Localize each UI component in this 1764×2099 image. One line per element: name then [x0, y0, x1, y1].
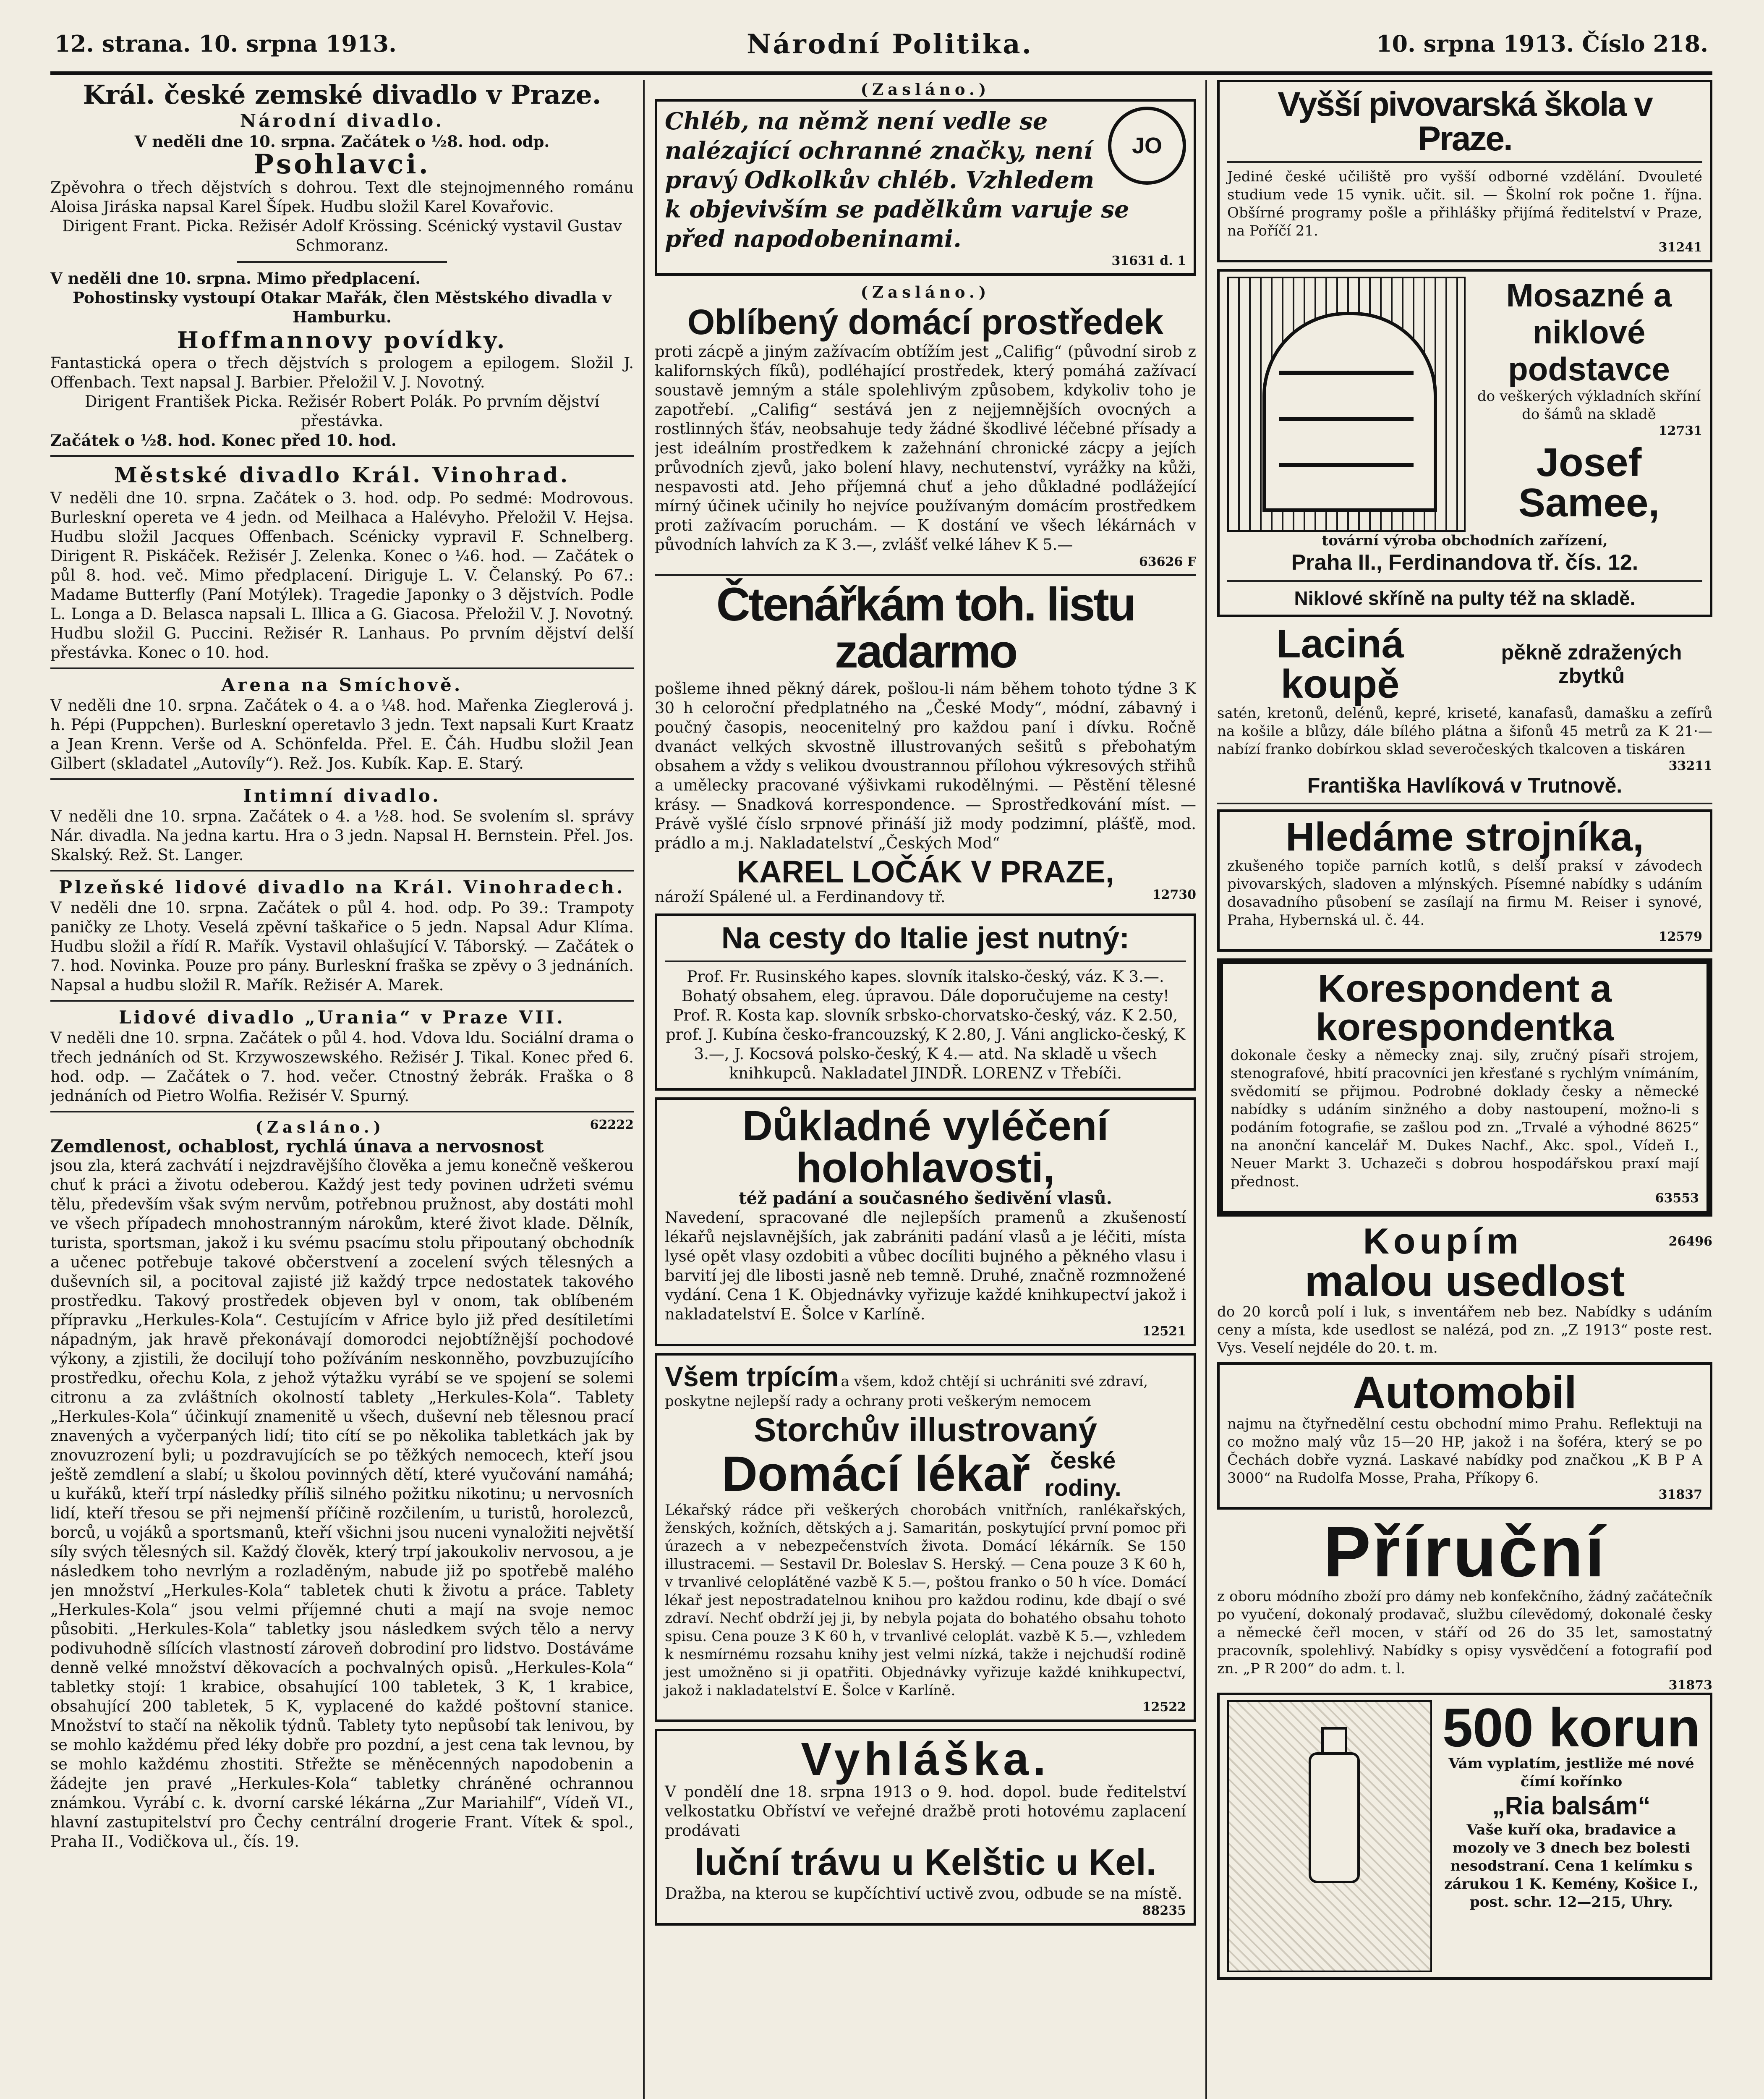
koupe-firm: Františka Havlíková v Trutnově.	[1307, 774, 1623, 797]
column-divider-2	[1205, 80, 1207, 2099]
intimni-title: Intimní divadlo.	[243, 785, 441, 806]
lekar-lead: Všem trpícím	[665, 1361, 839, 1392]
t2-date: V neděli dne 10. srpna. Mimo předplacení.	[50, 269, 421, 288]
vylec-title-2: holohlavosti,	[796, 1144, 1055, 1191]
locak-code: 12730	[1152, 887, 1196, 902]
korespondent-ad	[1217, 958, 1712, 1217]
arena-text: V neděli dne 10. srpna. Začátek o 4. a o ¼8. hod. Mařenka Zieglerová j. h. Pépi (Puppchen). Burleskní operetavlo 3 jedn. Text napsali Kurt Kraatz a Jean Krenn. Verše od A. Schönfelda. Přel. E. Čáh. Hudbu složil Jean Gilbert (skladatel „Autovíly“). Rež. Jos. Kubík. Kap. E. Starý.	[50, 696, 634, 772]
zasl-label: (Zasláno.)	[255, 1118, 385, 1136]
koupim-heading	[1217, 1223, 1712, 1259]
newspaper-page	[50, 25, 1712, 2099]
vylec-title-3: též padání a současného šedivění vlasů.	[739, 1188, 1112, 1208]
theatre-sub-narodni: Národní divadlo.	[240, 110, 444, 131]
t2-time: Začátek o ½8. hod. Konec před 10. hod.	[50, 431, 397, 450]
prirucni-code: 31873	[1668, 1678, 1712, 1693]
vyhlaska-ad	[655, 1729, 1196, 1926]
koupim-text: do 20 korců polí i luk, s inventářem neb bez. Nabídky s udáním ceny a místa, kde usedlost se nalézá, pod zn. „Z 1913“ poste rest. Vys. Veselí nejdéle do 20. t. m.	[1217, 1303, 1712, 1356]
t3-text: V neděli dne 10. srpna. Začátek o 3. hod. odp. Po sedmé: Modrovous. Burleskní opereta ve 4 jedn. od Meilhaca a Halévyho. Přeložil V. Hejsa. Hudbu složil Jacques Offenbach. Scénicky vypravil F. Schnelberg. Dirigent R. Piskáček. Režisér J. Zelenka. Konec o ¼6. hod. — Začátek o půl 8. hod. več. Mimo předplacení. Diriguje L. V. Čelanský. Po 67.: Madame Butterfly (Paní Motýlek). Tragedie Japonky o 3 dějstvích. Podle L. Longa a D. Belasca napsali L. Illica a G. Giacosa. Přeložil V. J. Novotný. Hudbu složil G. Puccini. Režisér R. Lanhaus. Po prvním dějství delší přestávka. Konec o 10. hod.	[50, 489, 634, 662]
page-header	[50, 25, 1712, 75]
t1-desc: Zpěvohra o třech dějstvích s dohrou. Text dle stejnojmenného románu Aloisa Jiráska napsal Karel Šípek. Hudbu složil Karel Kovařovic.	[50, 178, 634, 216]
lekar-ad	[655, 1353, 1196, 1722]
odkolek-code: 31631 d. 1	[1111, 254, 1186, 268]
pivovar-title: Vyšší pivovarská škola v Praze.	[1278, 85, 1652, 158]
odkolek-trademark-icon: JO	[1108, 107, 1186, 185]
koupe-code: 33211	[1668, 759, 1712, 773]
locak-name: KAREL LOČÁK V PRAZE,	[737, 854, 1114, 889]
strojnik-code: 12579	[1658, 929, 1702, 944]
column-theatre	[50, 80, 634, 2099]
t1-play: Psohlavci.	[253, 149, 431, 180]
koupim-title: Koupím	[1363, 1221, 1523, 1261]
divider	[50, 1111, 634, 1112]
divider	[1217, 803, 1712, 804]
divider	[655, 574, 1196, 576]
ctenar-text: pošleme ihned pěkný dárek, pošlou-li nám během tohoto týdne 3 K 30 h celoroční předplatného na „České Mody“, módní, zábavný i poučný časopis, neocenitelný pro každou paní i dívku. Ročně dvanáct velkých skvostně illustrovaných sešitů s přebohatým obsahem a vždy s velikou dvoustrannou přílohou výkresových střihů a umělecky pracované výšivkami rukodělnými. — Pěstění tělesné krásy. — Snadková korrespondence. — Sprostředkování míst. — Právě vyšlé číslo srpnové přináší již mody podzimní, plášťě, mod. prádlo a m.j. Nakladatelství „Českých Mod“	[655, 680, 1196, 852]
samee-code: 12731	[1658, 424, 1702, 438]
automobil-title: Automobil	[1353, 1367, 1577, 1418]
locak-row	[655, 887, 1196, 907]
korespondent-title-2: korespondentka	[1315, 1006, 1614, 1049]
t2-guest: Pohostinsky vystoupí Otakar Mařák, člen Městského divadla v Hamburku.	[73, 288, 612, 326]
korespondent-title-1: Korespondent a	[1317, 967, 1612, 1010]
zasl-label-1: (Zasláno.)	[860, 80, 990, 99]
column-divider-1	[643, 80, 645, 2099]
t2-desc: Fantastická opera o třech dějstvích s prologem a epilogem. Složil J. Offenbach. Text napsal J. Barbier. Přeložil V. J. Novotný.	[50, 354, 634, 391]
column-middle	[655, 80, 1196, 2099]
ria-balsam-ad	[1217, 1693, 1712, 1980]
t2-credits: Dirigent František Picka. Režisér Robert Polák. Po prvním dějství přestávka.	[84, 393, 600, 430]
califig-text: proti zácpě a jiným zažívacím obtížím jest „Califig“ (původní sirob z kalifornských fíků), podléhající prostředek, který pomáhá zažívací soustavě jemným a stále spolehlivým způsobem, kdykoliv toho je zapotřebí. „Califig“ sestává jen z nejjemnějších ovocných a rostlinných šťáv, neobsahuje tedy žádné škodlivé léčebné přísady a jest ideálním prostředkem k zažehnání chronické zácpy a jejích průvodních zjevů, jako bolení hlavy, nechutenství, vyrážky na kůži, nespavosti atd. Jeho příjemná chuť a jeho důkladné podlážející mírný účinek učinily ho nejvíce používaným domácím prostředkem proti zažívacím poruchám. — K dostání ve všech lékárnách v původních lahvích za K 3.—, zvlášť velké láhev K 5.—	[655, 343, 1196, 554]
koupe-sub: pěkně zdražených zbytků	[1501, 641, 1682, 688]
pivovar-code: 31241	[1658, 240, 1702, 255]
strojnik-ad	[1217, 809, 1712, 952]
koupe-heading	[1217, 621, 1712, 707]
lekar-lead-2: a všem, kdož chtějí si uchrániti své zdraví, poskytne nejlepší rady a ochrany proti veškerým nemocem	[665, 1373, 1148, 1410]
koupe-text: satén, kretonů, delénů, kepré, kriseté, kanafasů, damašku a zefírů na košile a blůzy, dále bílého plátna a šifonů 45 metrů za K 21·— nabízí franko dobírkou sklad severočeských tkalcoven a tiskáren	[1217, 705, 1712, 758]
odkolek-text: Chléb, na němž není vedle se nalézající ochranné značky, není pravý Odkolkův chléb. Vzhledem k objevivším se padělkům varuje se před napodobeninami.	[665, 107, 1129, 253]
samee-name: Josef Samee,	[1518, 440, 1660, 525]
bottle-icon	[1309, 1752, 1360, 1883]
italie-title: Na cesty do Italie jest nutný:	[721, 921, 1130, 955]
korespondent-code: 63553	[1655, 1191, 1699, 1206]
divider	[50, 1000, 634, 1002]
t1-credits: Dirigent Frant. Picka. Režisér Adolf Krössing. Scénický vystavil Gustav Schmoranz.	[62, 217, 622, 254]
vyhlaska-text-1: V pondělí dne 18. srpna 1913 o 9. hod. dopol. bude ředitelství velkostatku Obříství ve veřejné dražbě proti hotovému zaplacení prodávati	[665, 1783, 1186, 1840]
pivovar-ad	[1217, 80, 1712, 262]
korespondent-text: dokonale česky a německy znaj. sily, zručný písaři strojem, stenografové, hbití pracovníci jen křesťané s rychlým vnímáním, svědomití se přijmou. Podrobné doklady česky a německé nabídky s udáním sinžného a doby nastoupení, možno-li s podáním fotografie, se zašlou pod zn. „Trvalé a výhodné 8625“ na anonční kancelář M. Dukes Nachf., Akc. spol., Vídeň I., Neuer Markt 3. Uchazeči s dobrou hospodářskou praxí mají přednost.	[1231, 1047, 1699, 1190]
plzen-title: Plzeňské lidové divadlo na Král. Vinohradech.	[59, 877, 625, 898]
automobil-text: najmu na čtyřnedělní cestu obchodní mimo Prahu. Reflektuji na co možno malý vůz 15—20 HP, jakož i na šoféra, který se po Čechách dobře vyzná. Laskavé nabídky pod značkou „K B P A 3000“ na Rudolfa Mosse, Praha, Příkopy 6.	[1227, 1416, 1702, 1487]
t2-play: Hoffmannovy povídky.	[177, 327, 507, 353]
herkules-lead: Zemdlenost, ochablost, rychlá únava a nervosnost	[50, 1136, 544, 1157]
automobil-code: 31837	[1658, 1487, 1702, 1502]
intimni-text: V neděli dne 10. srpna. Začátek o 4. a ½8. hod. Se svolením sl. správy Nár. divadla. Na jedna kartu. Hra o 3 jedn. Napsal H. Bernstein. Přel. Jos. Skalský. Rež. St. Langer.	[50, 807, 634, 864]
plzen-text: V neděli dne 10. srpna. Začátek o půl 4. hod. odp. Po 39.: Trampoty paničky ze Lhoty. Veselá zpěvní taškařice o 5 jedn. Napsal Adur Klíma. Hudbu složil a řídí R. Mařík. Vystavil ohlašující V. Táborský. — Začátek o 7. hod. Novinka. Pouze pro pány. Burleskní fraška se zpěvy o 3 jednáních. Napsal a hudbu složil R. Mařík. Režisér A. Marek.	[50, 899, 634, 994]
samee-sub: do veškerých výkladních skříní do šámů na skladě	[1477, 388, 1701, 423]
urania-title: Lidové divadlo „Urania“ v Praze VII.	[119, 1007, 565, 1028]
divider	[665, 961, 1186, 962]
theatre-title-vinohrady: Městské divadlo Král. Vinohrad.	[114, 463, 570, 487]
automobil-ad	[1217, 1362, 1712, 1510]
samee-ad	[1217, 269, 1712, 617]
locak-address: nároží Spálené ul. a Ferdinandovy tř.	[655, 888, 946, 906]
lekar-title-3: české rodiny.	[1045, 1447, 1121, 1501]
koupe-title: Laciná koupě	[1276, 621, 1404, 707]
vylec-text: Navedení, spracované dle nejlepších pramenů a zkušeností lékařů nejslavnějších, jak zabrániti padání vlasů a je léčiti, místa lysé opět vlasy ozdobiti a vůbec docíliti bujného a pěkného vlasu i barvití jej dle libosti jasně neb temně. Druhé, značně rozmnožené vydání. Cena 1 K. Objednávky vyřizuje každé knihkupectví jakož i nakladatelství E. Šolce v Karlíně.	[665, 1209, 1186, 1323]
pivovar-text: Jediné české učiliště pro vyšší odborné vzdělání. Dvouleté studium vede 15 vynik. učit. sil. — Školní rok počne 1. října. Obšírné programy pošle a přihlášky přijímá ředitelství v Praze, na Poříčí 21.	[1227, 168, 1702, 239]
ctenar-title: Čtenářkám toh. listu zadarmo	[716, 578, 1135, 678]
theatre-title-zemske: Král. české zemské divadlo v Praze.	[83, 80, 601, 110]
strojnik-title: Hledáme strojníka,	[1286, 814, 1644, 859]
samee-desc: tovární výroba obchodních zařízení,	[1322, 532, 1608, 549]
italie-text: Prof. Fr. Rusinského kapes. slovník italsko-český, váz. K 3.—. Bohatý obsahem, eleg. úpravou. Dále doporučujeme na cesty! Prof. R. Kosta kap. slovník srbsko-chorvatsko-český, váz. K 2.50, prof. J. Kubína česko-francouzský, K 2.80, J. Váni anglicko-český, K 3.—, J. Kocsová polsko-český, K 4.— atd. Na skladě u všech knihkupců. Nakladatel JINDŘ. LORENZ v Třebíči.	[665, 968, 1186, 1082]
lekar-code: 12522	[1142, 1700, 1186, 1714]
samee-address: Praha II., Ferdinandova tř. čís. 12.	[1291, 550, 1639, 575]
vylec-code: 12521	[1142, 1324, 1186, 1339]
korun-brand: „Ria balsám“	[1492, 1792, 1651, 1820]
vyhlaska-code: 88235	[1142, 1903, 1186, 1918]
herkules-text: jsou zla, která zachvátí i nejzdravějšího člověka a jemu konečně veškerou chuť k práci a životu odeberou. Každý jest tedy povinen udržeti svému tělu, především však svým nervům, potřebnou pružnost, aby dostáti mohl ve všech případech mnohostranným nárokům, které život klade. Dělník, turista, sportsman, jakož i ku svému psacímu stolu připoutaný obchodník a učenec potřebuje takové občerstvení a zocelení svých tělesných a duševních sil, a pocitoval zajisté již každý trpce nedostatek takového prostředku. Takový prostředek objeven byl v onom, tak oblíbeném přípravku „Herkules-Kola“. Cestujícím v Africe bylo již před desítiletími nápadným, jak hravě překonávají domorodci nejobtížnější pochodové výkony, a zjistili, že docilují toho požíváním neskonněho, povzbuzujícího prostředku, ořechu Kola, z jehož výtažku vyrábí se ve spojení se solemi citronu a za zvláštních okolností tablety „Herkules-Kola“. Tablety „Herkules-Kola“ účinkují znamenitě u všech, duševní neb tělesnou prací znavených a vyčerpaných lidí; tito cítí se po několika tabletkách jak by znovuzrození byli; u pozdravujících se po těžkých nemocech, kteří jsou ještě zemdlení a slabí; u školou povinných dětí, které vyučování namáhá; u kuřáků, kteří trpí následky příliš silného požitku nikotinu; u nervosních lidí, kteří třesou se při nejmenší příčině rozčilením, u turistů, horolezců, borců, u vojáků a sportsmanů, kteří všichni jsou nuceni vynaložiti největší síly svých tělesných sil. Každý člověk, který trpí jakoukoliv nervosou, a je následkem toho nevrlým a rozladěným, nabude již po spotřebě malého jen množství „Herkules-Kola“ tabletek chuti k životu a práce. Tablety „Herkules-Kola“ jsou velmi příjemné chuti a mají na svoje nemoc působiti. „Herkules-Kola“ tabletky jsou následkem svých tělo a nervy podivuhodně sílících vlastností zároveň dobrodiní pro lidstvo. Dostáváme denně velké množství děkovacích a pochvalných opisů. „Herkules-Kola“ tabletky stojí: 1 krabice, obsahující 100 tabletek, 3 K, 1 krabice, obsahující 200 tabletek, 5 K, vyplacené do každé poštovní stanice. Množství to stačí na několik týdnů. Tablety tyto nepůsobí tak lenivou, by se mohlo každému před léky dobře pro pozdní, a jest cena tak levnou, by se mohlo každému zhostiti. Střežte se měněcenných napodobenin a žádejte jen pravé „Herkules-Kola“ tabletky chráněné ochrannou známkou. Vyrábí c. k. dvorní carské lékárna „Zur Mariahilf“, Vídeň VI., hlavní zastupitelství pro Čechy centrální drogerie Frant. Vítek & spol., Praha II., Vodičkova ul., čís. 19.	[50, 1157, 634, 1850]
divider	[50, 455, 634, 457]
korun-text: Vaše kuří oka, bradavice a mozoly ve 3 dnech bez bolesti nesodstraní. Cena 1 kelímku s zárukou 1 K. Kemény, Košice I., post. schr. 12—215, Uhry.	[1444, 1822, 1699, 1911]
urania-text: V neděli dne 10. srpna. Začátek o půl 4. hod. Vdova ldu. Sociální drama o třech jednáních od St. Krzywoszewského. Režisér J. Tikal. Konec před 6. hod. odp. — Začátek o 7. hod. večer. Ctnostný žebrák. Fraška o 8 jednáních od Pietro Wolfia. Režisér V. Spurný.	[50, 1029, 634, 1105]
califig-code: 63626 F	[1139, 555, 1196, 569]
samee-title: Mosazné a niklové podstavce	[1506, 277, 1672, 387]
shelf-line	[1279, 463, 1414, 467]
korun-title: 500 korun	[1442, 1697, 1701, 1758]
divider	[237, 261, 447, 263]
prirucni-title: Příruční	[1323, 1512, 1607, 1592]
shelf-line	[1279, 371, 1414, 375]
divider	[50, 778, 634, 780]
column-right	[1217, 80, 1712, 2099]
italie-ad	[655, 913, 1196, 1091]
koupim-code: 26496	[1668, 1234, 1712, 1249]
vyhlaska-text-2: Dražba, na kterou se kupčíchtiví uctivě zvou, odbude se na místě.	[665, 1884, 1182, 1903]
balsam-bottle-illustration	[1227, 1700, 1432, 1972]
strojnik-text: zkušeného topiče parních kotlů, s delší praksí v závodech pivovarských, sladoven a mlýnských. Písemné nabídky s udáním dosavadního působení se zasílají na firmu M. Reiser i synové, Praha, Hybernská ul. č. 44.	[1227, 858, 1702, 929]
lekar-title-row	[665, 1447, 1186, 1501]
vylec-title-1: Důkladné vyléčení	[742, 1102, 1109, 1149]
header-right: 10. srpna 1913. Číslo 218.	[1376, 30, 1708, 57]
vyhlaska-title: Vyhláška.	[801, 1733, 1050, 1785]
lekar-title-2: Domácí lékař	[721, 1446, 1030, 1502]
display-arch-icon	[1262, 312, 1437, 512]
divider	[50, 667, 634, 669]
display-stand-illustration	[1227, 277, 1466, 532]
divider	[1227, 580, 1702, 582]
lekar-title-1: Storchův illustrovaný	[754, 1411, 1097, 1448]
t1-date: V neděli dne 10. srpna. Začátek o ½8. hod. odp.	[134, 132, 550, 151]
korun-sub: Vám vyplatím, jestliže mé nové čímí kořínko	[1448, 1755, 1694, 1790]
zasl-label-2: (Zasláno.)	[860, 283, 990, 301]
masthead: Národní Politika.	[747, 29, 1033, 60]
divider	[50, 870, 634, 872]
divider	[1227, 161, 1702, 163]
califig-title: Oblíbený domácí prostředek	[687, 302, 1164, 342]
koupim-sub: malou usedlost	[1304, 1257, 1625, 1306]
shelf-line	[1279, 417, 1414, 421]
prirucni-text: z oboru módního zboží pro dámy neb konfekčního, žádný začátečník po vyučení, dokonalý prodavač, službu cílevědomý, dokonalé česky a německé čeřl mocen, v stáří od 26 do 35 let, samostatný pracovník, spolehlivý. Nabídky s opisy vysvědčení a fotografií pod zn. „P R 200“ do adm. t. l.	[1217, 1588, 1712, 1677]
vyhlaska-big: luční trávu u Kelštic u Kel.	[694, 1841, 1157, 1883]
samee-note: Niklové skříně na pulty též na skladě.	[1294, 587, 1636, 609]
arena-title: Arena na Smíchově.	[221, 675, 463, 695]
header-left: 12. strana. 10. srpna 1913.	[55, 30, 397, 57]
lekar-text: Lékařský rádce při veškerých chorobách vnitřních, ranlékařských, ženských, kožních, dětských a j. Samaritán, poskytující první pomoc při úrazech a v nebezpečenstvích života. Domácí lékárník. Se 150 illustracemi. — Sestavil Dr. Boleslav S. Herský. — Cena pouze 3 K 60 h, v trvanlivé celoplátěné vazbě K 5.—, poštou franko o 50 h více. Domácí lékař jest nepostradatelnou knihou pro každou rodinu, kde dbají o své zdraví. Nechť obdrží jej ji, by nebyla pojata do bohatého obsahu tohoto spisu. Cena pouze 3 K 60 h, v trvanlivé celoplát. vazbě K 5.—, vzhledem k nesmírnému rozsahu knihy jest velmi nízká, takže i nejchudší rodině jest umožněno si ji opatřiti. Objednávky vyřizuje každé knihkupectví, jakož i nakladatelství E. Šolce v Karlíně.	[665, 1502, 1186, 1699]
vylec-ad	[655, 1097, 1196, 1346]
zasl-code: 62222	[590, 1118, 634, 1132]
odkolek-ad	[655, 99, 1196, 276]
zasl-row	[50, 1118, 634, 1137]
